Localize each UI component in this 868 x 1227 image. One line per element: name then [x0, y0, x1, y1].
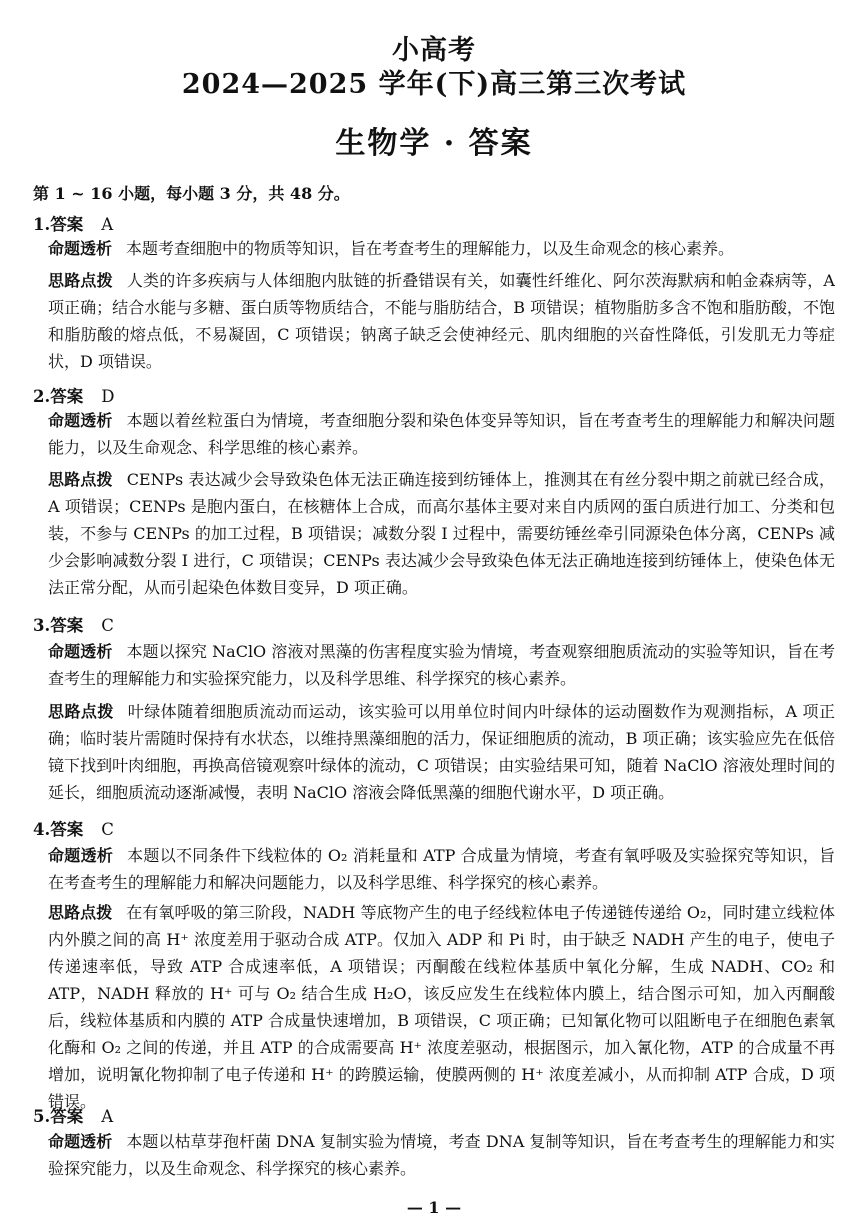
question-4-analysis — [48, 842, 835, 896]
answer-letter: A — [101, 215, 114, 234]
answer-letter: C — [101, 616, 114, 635]
analysis-text: 本题以着丝粒蛋白为情境，考查细胞分裂和染色体变异等知识，旨在考查考生的理解能力和解决问题能力，以及生命观念、科学思维的核心素养。 — [48, 411, 835, 457]
analysis-label: 命题透析 — [48, 846, 114, 865]
answer-letter: D — [101, 387, 115, 406]
analysis-text: 本题考查细胞中的物质等知识，旨在考查考生的理解能力，以及生命观念的核心素养。 — [126, 239, 735, 258]
reasoning-label: 思路点拨 — [48, 702, 114, 721]
analysis-label: 命题透析 — [48, 411, 113, 430]
scoring-instructions: 第 1 ~ 16 小题，每小题 3 分，共 48 分。 — [33, 184, 350, 203]
question-1-answer-line — [33, 211, 113, 235]
reasoning-label: 思路点拨 — [48, 903, 113, 922]
analysis-text: 本题以枯草芽孢杆菌 DNA 复制实验为情境，考查 DNA 复制等知识，旨在考查考生的理解能力和实验探究能力，以及生命观念、科学探究的核心素养。 — [48, 1132, 835, 1178]
analysis-label: 命题透析 — [48, 1132, 113, 1151]
reasoning-text: 在有氧呼吸的第三阶段，NADH 等底物产生的电子经线粒体电子传递链传递给 O₂，同时建立线粒体内外膜之间的高 H⁺ 浓度差用于驱动合成 ATP。仅加入 ADP 和 Pi 时，由于缺乏 NADH 产生的电子，使电子传递速率低，导致 ATP 合成速率低，A 项错误；丙酮酸在线粒体基质中氧化分解，生成 NADH、CO₂ 和 ATP，NADH 释放的 H⁺ 可与 O₂ 结合生成 H₂O，该反应发生在线粒体内膜上，结合图示可知，加入丙酮酸后，线粒体基质和内膜的 ATP 合成量快速增加，B 项错误，C 项正确；已知氰化物可以阻断电子在细胞色素氧化酶和 O₂ 之间的传递，并且 ATP 的合成需要高 H⁺ 浓度差驱动，根据图示，加入氰化物，ATP 的合成量不再增加，说明氰化物抑制了电子传递和 H⁺ 的跨膜运输，使膜两侧的 H⁺ 浓度差减小，从而抑制 ATP 合成，D 项错误。 — [48, 903, 835, 1111]
exam-year-title: 2024—2025 学年(下)高三第三次考试 — [181, 69, 687, 100]
answer-label: 答案 — [50, 387, 84, 406]
answer-label: 答案 — [50, 1107, 84, 1126]
question-4-reasoning — [48, 899, 835, 1115]
reasoning-text: CENPs 表达减少会导致染色体无法正确连接到纺锤体上，推测其在有丝分裂中期之前就已经合成，A 项错误；CENPs 是胞内蛋白，在核糖体上合成，而高尔基体主要对来自内质网的蛋白质进行加工、分类和包装，不参与 CENPs 的加工过程，B 项错误；减数分裂 Ⅰ 过程中，需要纺锤丝牵引同源染色体分离，CENPs 减少会影响减数分裂 Ⅰ 进行，C 项错误；CENPs 表达减少会导致染色体无法正确地连接到纺锤体上，使染色体无法正常分配，从而引起染色体数目变异，D 项正确。 — [48, 470, 835, 597]
reasoning-label: 思路点拨 — [48, 271, 113, 290]
exam-series-title: 小高考 — [392, 35, 476, 66]
question-1-reasoning — [48, 267, 835, 375]
question-2-answer-line — [33, 383, 114, 407]
reasoning-text: 叶绿体随着细胞质流动而运动，该实验可以用单位时间内叶绿体的运动圈数作为观测指标，A 项正确；临时装片需随时保持有水状态，以维持黑藻细胞的活力，保证细胞质的流动，B 项正确；该实验应先在低倍镜下找到叶肉细胞，再换高倍镜观察叶绿体的流动，C 项错误；由实验结果可知，随着 NaClO 溶液处理时间的延长，细胞质流动逐渐减慢，表明 NaClO 溶液会降低黑藻的细胞代谢水平，D 项正确。 — [48, 702, 835, 802]
question-4-answer-line — [33, 816, 114, 840]
question-3-reasoning — [48, 698, 835, 806]
analysis-text: 本题以探究 NaClO 溶液对黑藻的伤害程度实验为情境，考查观察细胞质流动的实验等知识，旨在考查考生的理解能力和实验探究能力，以及科学思维、科学探究的核心素养。 — [48, 642, 835, 688]
answer-label: 答案 — [50, 820, 84, 839]
question-number: 5. — [33, 1107, 51, 1126]
page-number: — 1 — — [406, 1198, 462, 1217]
subject-title: 生物学 · 答案 — [335, 126, 533, 161]
question-1-analysis — [48, 235, 835, 262]
reasoning-label: 思路点拨 — [48, 470, 113, 489]
question-number: 3. — [33, 616, 51, 635]
question-2-reasoning — [48, 466, 835, 601]
analysis-label: 命题透析 — [48, 642, 113, 661]
question-number: 4. — [33, 820, 51, 839]
question-number: 1. — [33, 215, 51, 234]
question-5-answer-line — [33, 1103, 113, 1127]
answer-letter: C — [101, 820, 114, 839]
question-3-analysis — [48, 638, 835, 692]
question-number: 2. — [33, 387, 51, 406]
answer-label: 答案 — [50, 215, 84, 234]
answer-letter: A — [101, 1107, 114, 1126]
answer-label: 答案 — [50, 616, 84, 635]
analysis-text: 本题以不同条件下线粒体的 O₂ 消耗量和 ATP 合成量为情境，考查有氧呼吸及实验探究等知识，旨在考查考生的理解能力和解决问题能力，以及科学思维、科学探究的核心素养。 — [48, 846, 835, 892]
question-5-analysis — [48, 1128, 835, 1182]
question-3-answer-line — [33, 612, 114, 636]
reasoning-text: 人类的许多疾病与人体细胞内肽链的折叠错误有关，如囊性纤维化、阿尔茨海默病和帕金森病等，A 项正确；结合水能与多糖、蛋白质等物质结合，不能与脂肪结合，B 项错误；植物脂肪多含不饱和脂肪酸，不饱和脂肪酸的熔点低，不易凝固，C 项错误；钠离子缺乏会使神经元、肌肉细胞的兴奋性降低，引发肌无力等症状，D 项错误。 — [48, 271, 835, 371]
question-2-analysis — [48, 407, 835, 461]
analysis-label: 命题透析 — [48, 239, 113, 258]
